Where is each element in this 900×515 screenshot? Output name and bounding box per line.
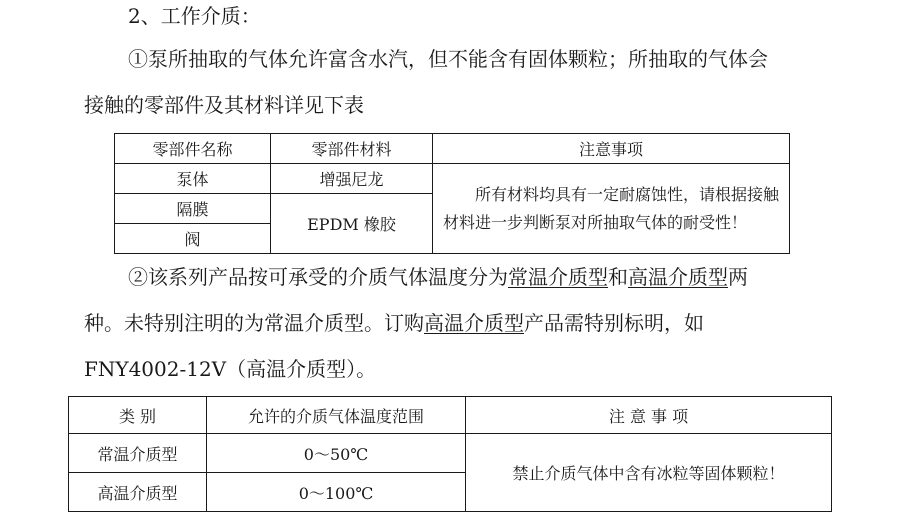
notes-cell: 禁止介质气体中含有冰粒等固体颗粒！: [466, 434, 832, 512]
section-heading: 2、工作介质：: [128, 4, 261, 28]
paragraph-2-line-3: FNY4002-12V（高温介质型）。: [84, 357, 377, 381]
paragraph-1-line-2: 接触的零部件及其材料详见下表: [84, 93, 364, 117]
table-row: [115, 164, 790, 194]
temperature-range-cell: 0～100℃: [207, 473, 466, 512]
paragraph-1-line-1: ①泵所抽取的气体允许富含水汽，但不能含有固体颗粒；所抽取的气体会: [128, 47, 768, 71]
text-run: 种。未特别注明的为常温介质型。订购: [84, 311, 424, 335]
header-part-name: 零部件名称: [115, 134, 271, 164]
link-normal-type: 常温介质型: [508, 265, 608, 289]
category-cell: 常温介质型: [69, 434, 207, 473]
text-run: 两: [728, 265, 748, 289]
parts-materials-table: [114, 133, 790, 254]
paragraph-2-line-2: [84, 311, 704, 335]
part-name-cell: 隔膜: [115, 194, 271, 224]
text-run: 和: [608, 265, 628, 289]
header-part-material: 零部件材料: [271, 134, 433, 164]
header-notes: 注意事项: [433, 134, 790, 164]
category-cell: 高温介质型: [69, 473, 207, 512]
temperature-range-cell: 0～50℃: [207, 434, 466, 473]
text-run: 产品需特别标明，如: [524, 311, 704, 335]
header-category: 类 别: [69, 397, 207, 434]
header-notes: 注 意 事 项: [466, 397, 832, 434]
table-header-row: [69, 397, 832, 434]
medium-temperature-table: [68, 396, 832, 512]
paragraph-2-line-1: [128, 265, 748, 289]
link-high-type-order: 高温介质型: [424, 311, 524, 335]
link-high-type: 高温介质型: [628, 265, 728, 289]
table-header-row: [115, 134, 790, 164]
text-run: ②该系列产品按可承受的介质气体温度分为: [128, 265, 508, 289]
notes-cell: 所有材料均具有一定耐腐蚀性，请根据接触材料进一步判断泵对所抽取气体的耐受性！: [433, 164, 790, 254]
part-material-cell: EPDM 橡胶: [271, 194, 433, 254]
header-temperature-range: 允许的介质气体温度范围: [207, 397, 466, 434]
table-row: [69, 434, 832, 473]
part-name-cell: 泵体: [115, 164, 271, 194]
part-name-cell: 阀: [115, 224, 271, 254]
part-material-cell: 增强尼龙: [271, 164, 433, 194]
